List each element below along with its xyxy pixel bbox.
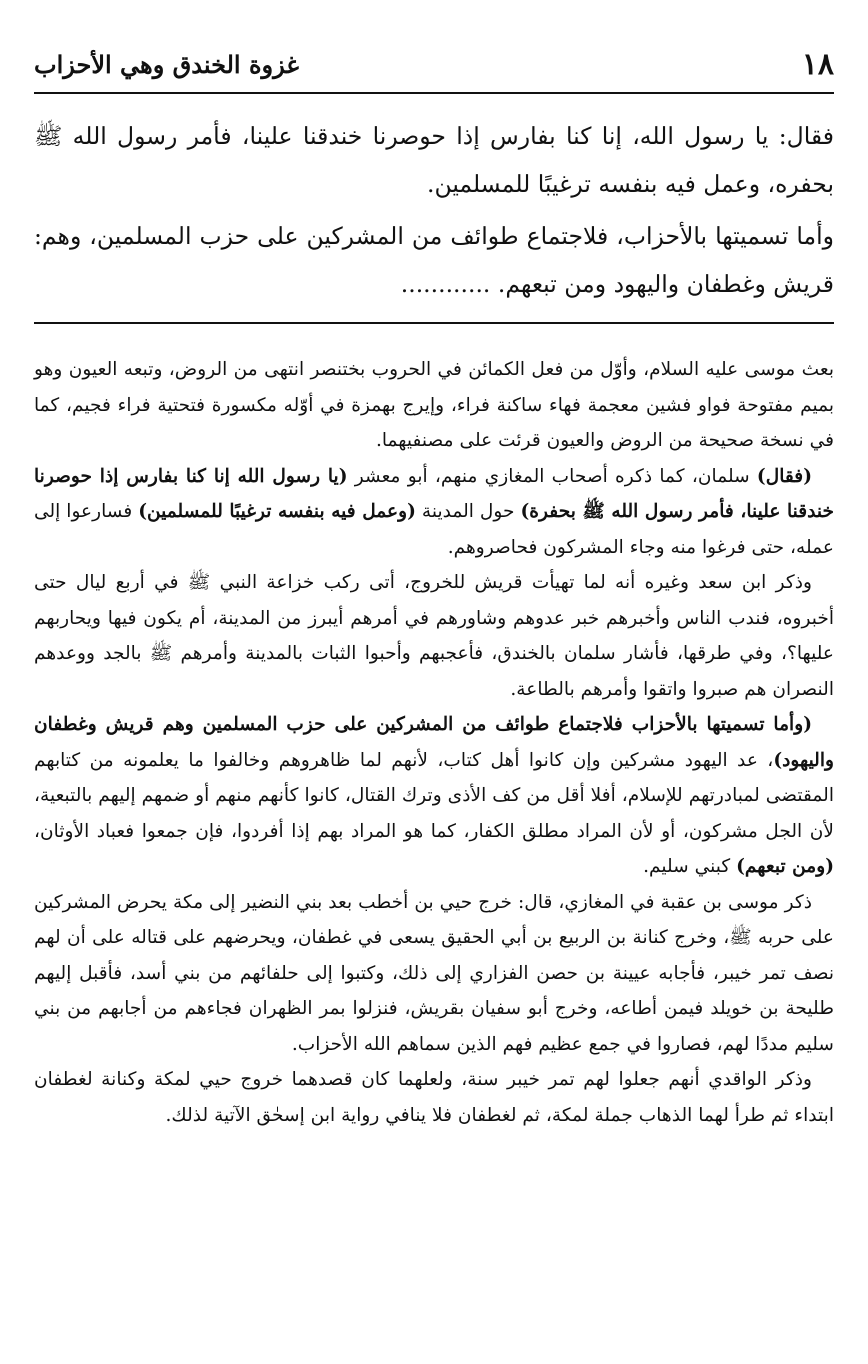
quoted-text: (يا رسول الله إنا كنا بفارس إذا حوصرنا خندقنا علينا، فأمر رسول الله ﷺ بحفرة) [34,465,835,522]
commentary-paragraph: بعث موسى عليه السلام، وأوّل من فعل الكمائن في الحروب بختنصر انتهى من الروض، وتبعه العيون وهو بميم مفتوحة فواو فشين معجمة فهاء ساكنة فراء، وإيرج بهمزة في أوّله مكسورة فتحتية فراء فجيم، كما في نسخة صحيحة من الروض والعيون قرئت على مصنفيهما. [34,359,834,451]
main-paragraph: فقال: يا رسول الله، إنا كنا بفارس إذا حوصرنا خندقنا علينا، فأمر رسول الله ﷺ بحفره، وعمل فيه بنفسه ترغيبًا للمسلمين. [34,122,834,198]
commentary-text: كبني سليم. [643,856,737,877]
main-paragraph [34,212,834,308]
commentary [34,352,834,1133]
running-title: غزوة الخندق وهي الأحزاب [34,49,299,79]
quoted-text: (وعمل فيه بنفسه ترغيبًا للمسلمين) [138,501,416,522]
header-divider [34,92,834,94]
commentary-text: ، عد اليهود مشركين وإن كانوا أهل كتاب، لأنهم لما ظاهروهم وخالفوا ما يعلمونه من كتابهم المقتضى لمبادرتهم للإسلام، أفلا أقل من كف الأذى وترك القتال، كانوا كأنهم منهم أو ضمهم إليهم بالتبعية، لأن الجل مشركون، أو لأن المراد مطلق الكفار، كما هو المراد بهم إذا أفردوا، فإن جمعوا فعباد الأوثان، [34,749,834,842]
quoted-text: (فقال) [756,465,812,487]
quoted-text: (وأما تسميتها بالأحزاب فلاجتماع طوائف من المشركين على حزب المسلمين وهم قريش وغطفان واليهود) [34,714,834,771]
commentary-text: فسارعوا إلى عمله، حتى فرغوا منه وجاء المشركون فحاصروهم. [34,501,834,558]
main-text [34,112,834,308]
commentary-paragraph [34,707,834,885]
main-paragraph-text: وأما تسميتها بالأحزاب، فلاجتماع طوائف من المشركين على حزب المسلمين، وهم: قريش وغطفان واليهود ومن تبعهم. [34,222,834,298]
commentary-text: حول المدينة [415,501,521,522]
quoted-text: (ومن تبعهم) [736,856,834,877]
page-header [34,42,834,86]
page-number: ١٨ [801,46,834,82]
commentary-text: سلمان، كما ذكره أصحاب المغازي منهم، أبو معشر [347,465,757,487]
commentary-paragraph: وذكر الواقدي أنهم جعلوا لهم تمر خيبر سنة، ولعلهما كان قصدهما خروج حيي لمكة وكنانة لغطفان ابتداء ثم طرأ لهما الذهاب جملة لمكة، ثم لغطفان فلا ينافي رواية ابن إسحٰق الآتية لذلك. [34,1069,834,1126]
commentary-paragraph [34,459,834,566]
commentary-divider [34,322,834,324]
commentary-paragraph: ذكر موسى بن عقبة في المغازي، قال: خرج حيي بن أخطب بعد بني النضير إلى مكة يحرض المشركين على حربه ﷺ، وخرج كنانة بن الربيع بن أبي الحقيق يسعى في غطفان، ويحرضهم على قتاله على أن لهم نصف تمر خيبر، فأجابه عيينة بن حصن الفزاري إلى ذلك، وكتبوا إلى حلفائهم من بني أسد، فأقبل إليهم طليحة بن خويلد فيمن أطاعه، وخرج أبو سفيان بقريش، فنزلوا بمر الظهران فجاءهم من أجابهم من بني سليم مددًا لهم، فصاروا في جمع عظيم فهم الذين سماهم الله الأحزاب. [34,891,834,1055]
ellipsis-dots: ............ [400,270,491,298]
commentary-paragraph: وذكر ابن سعد وغيره أنه لما تهيأت قريش للخروج، أتى ركب خزاعة النبي ﷺ في أربع ليال حتى أخبروه، فندب الناس وأخبرهم خبر عدوهم وشاورهم في أمرهم أيبرز من المدينة، أم يكون فيها ويحاربهم عليها؟، وفي طرقها، فأشار سلمان بالخندق، فأعجبهم وأحبوا الثبات بالمدينة وأمرهم ﷺ بالجد ووعدهم النصران هم صبروا واتقوا وأمرهم بالطاعة. [34,572,834,700]
